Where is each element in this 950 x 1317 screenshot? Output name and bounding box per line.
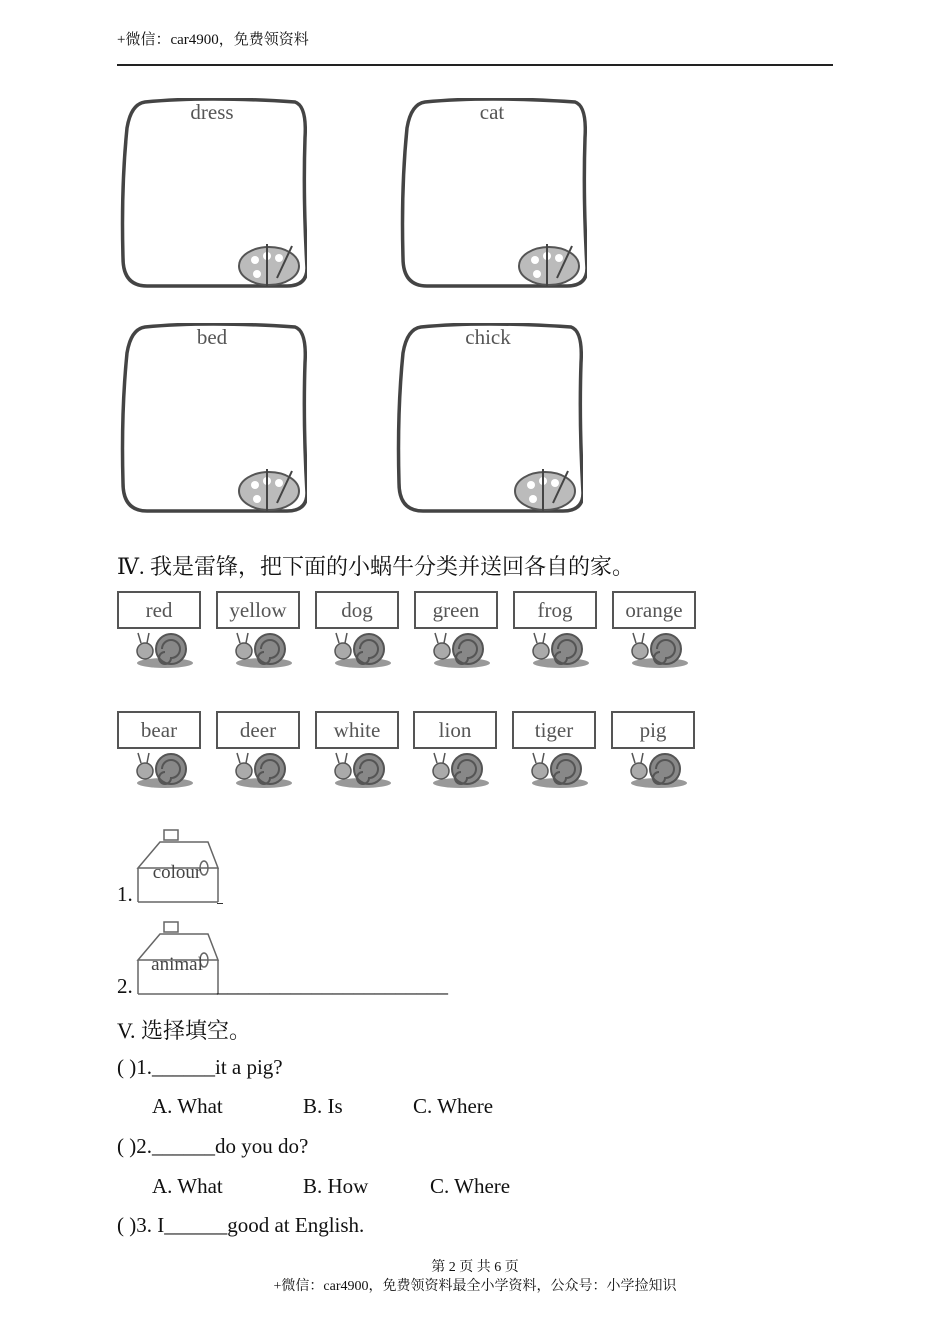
section-4-title: Ⅳ. 我是雷锋，把下面的小蜗牛分类并送回各自的家。: [117, 554, 634, 579]
question-1-stem: ( )1.______it a pig?: [117, 1055, 283, 1079]
house-number-2: 2.: [117, 974, 133, 998]
snail-icon: [135, 749, 195, 789]
snail-card: [413, 711, 503, 793]
page-number: 第 2 页 共 6 页: [431, 1260, 519, 1275]
snail-word: bear: [117, 711, 201, 749]
snail-icon: [234, 749, 294, 789]
snail-icon: [630, 629, 690, 669]
question-1-option-c[interactable]: C. Where: [413, 1094, 494, 1118]
snail-word: tiger: [512, 711, 596, 749]
question-2-option-a[interactable]: A. What: [152, 1174, 223, 1198]
header-divider: [117, 64, 833, 66]
section-5-title: V. 选择填空。: [117, 1018, 252, 1043]
drawing-frame-bed: [117, 323, 307, 513]
snail-card: [612, 591, 702, 673]
snail-card: [117, 591, 207, 673]
answer-line-1: [217, 903, 223, 904]
snail-icon: [531, 629, 591, 669]
house-number-1: 1.: [117, 882, 133, 906]
house-animal: [134, 920, 224, 992]
snail-icon: [333, 749, 393, 789]
frame-border: [117, 323, 307, 513]
snail-card: [611, 711, 701, 793]
snail-word: pig: [611, 711, 695, 749]
house-label: colour: [152, 862, 202, 883]
snail-icon: [629, 749, 689, 789]
frame-border: [393, 323, 583, 513]
answer-line-2[interactable]: ______________________: [217, 973, 448, 997]
snail-word: deer: [216, 711, 300, 749]
footer-note: +微信：car4900，免费领资料最全小学资料，公众号：小学捡知识: [273, 1279, 677, 1294]
snail-word: orange: [612, 591, 696, 629]
frame-label: bed: [196, 325, 228, 349]
frame-border: [397, 98, 587, 288]
question-2-stem: ( )2.______do you do?: [117, 1134, 309, 1158]
snail-icon: [135, 629, 195, 669]
house-colour: [134, 828, 224, 900]
snail-icon: [234, 629, 294, 669]
snail-word: frog: [513, 591, 597, 629]
palette-icon: [239, 244, 299, 286]
house-label: animal: [151, 954, 203, 975]
drawing-frame-dress: [117, 98, 307, 288]
snail-card: [512, 711, 602, 793]
drawing-frame-chick: [393, 323, 583, 513]
header-text: +微信：car4900，免费领资料: [117, 32, 309, 48]
question-1-option-a[interactable]: A. What: [152, 1094, 223, 1118]
question-2-option-b[interactable]: B. How: [303, 1174, 369, 1198]
question-1-option-b[interactable]: B. Is: [303, 1094, 343, 1118]
snail-word: white: [315, 711, 399, 749]
snail-icon: [333, 629, 393, 669]
snail-card: [414, 591, 504, 673]
snail-card: [315, 711, 405, 793]
snail-icon: [431, 749, 491, 789]
snail-icon: [530, 749, 590, 789]
snail-word: lion: [413, 711, 497, 749]
drawing-frame-cat: [397, 98, 587, 288]
snail-card: [216, 711, 306, 793]
palette-icon: [515, 469, 575, 511]
snail-word: red: [117, 591, 201, 629]
snail-card: [216, 591, 306, 673]
question-2-option-c[interactable]: C. Where: [430, 1174, 511, 1198]
snail-icon: [432, 629, 492, 669]
snail-word: dog: [315, 591, 399, 629]
palette-icon: [519, 244, 579, 286]
question-3-stem: ( )3. I______good at English.: [117, 1213, 365, 1237]
snail-card: [315, 591, 405, 673]
frame-label: dress: [190, 100, 234, 124]
palette-icon: [239, 469, 299, 511]
snail-word: yellow: [216, 591, 300, 629]
frame-border: [117, 98, 307, 288]
frame-label: chick: [465, 325, 511, 349]
frame-label: cat: [479, 100, 505, 124]
snail-word: green: [414, 591, 498, 629]
snail-card: [513, 591, 603, 673]
snail-card: [117, 711, 207, 793]
